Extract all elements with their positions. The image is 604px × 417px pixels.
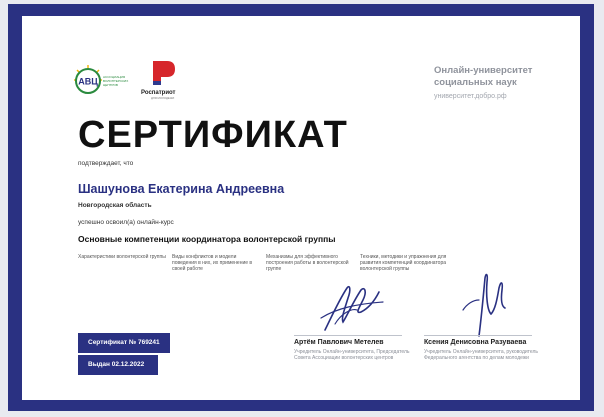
course-topic: Техники, методики и упражнения для развития компетенций координатора волонтерской группы bbox=[360, 254, 447, 272]
certificate-frame bbox=[8, 4, 594, 411]
signature-line bbox=[424, 335, 532, 336]
certificate-title: СЕРТИФИКАТ bbox=[78, 114, 348, 156]
avc-logo bbox=[72, 62, 134, 105]
university-url: университет.добро.рф bbox=[434, 93, 507, 100]
course-topic: Характеристики волонтерской группы bbox=[78, 254, 166, 260]
signer-role: Учредитель Онлайн-университета, Председатель Совета Ассоциации волонтерских центров bbox=[294, 349, 410, 361]
svg-text:АВЦ: АВЦ bbox=[78, 76, 98, 87]
signer-name: Артём Павлович Метелев bbox=[294, 339, 384, 346]
svg-text:ДЛЯ МОЛОДЕЖИ: ДЛЯ МОЛОДЕЖИ bbox=[151, 96, 175, 100]
course-topic: Механизмы для эффективного построения работы в волонтерской группе bbox=[266, 254, 349, 272]
svg-text:ЦЕНТРОВ: ЦЕНТРОВ bbox=[103, 83, 118, 87]
confirms-text: подтверждает, что bbox=[78, 160, 134, 167]
university-name: Онлайн-университет социальных наук bbox=[434, 65, 533, 88]
svg-text:ВОЛОНТЕРСКИХ: ВОЛОНТЕРСКИХ bbox=[103, 79, 129, 83]
rospatriot-logo bbox=[139, 58, 185, 105]
course-title: Основные компетенции координатора волонтерской группы bbox=[78, 234, 336, 244]
signature-metelev bbox=[317, 278, 387, 341]
signature-line bbox=[294, 335, 402, 336]
recipient-region: Новгородская область bbox=[78, 202, 152, 209]
completed-text: успешно освоил(а) онлайн-курс bbox=[78, 219, 174, 226]
svg-text:АССОЦИАЦИЯ: АССОЦИАЦИЯ bbox=[103, 75, 126, 79]
issue-date-badge: Выдан 02.12.2022 bbox=[78, 355, 158, 375]
certificate-number-badge: Сертификат № 769241 bbox=[78, 333, 170, 353]
signer-name: Ксения Денисовна Разуваева bbox=[424, 339, 527, 346]
signature-razuvaeva bbox=[457, 270, 511, 345]
svg-text:Роспатриот: Роспатриот bbox=[141, 90, 176, 96]
signer-role: Учредитель Онлайн-университета, руководитель Федерального агентства по делам молодежи bbox=[424, 349, 539, 361]
course-topic: Виды конфликтов и модели поведения в них, их применение в своей работе bbox=[172, 254, 253, 272]
recipient-name: Шашунова Екатерина Андреевна bbox=[78, 182, 285, 196]
certificate-sheet bbox=[22, 16, 580, 400]
